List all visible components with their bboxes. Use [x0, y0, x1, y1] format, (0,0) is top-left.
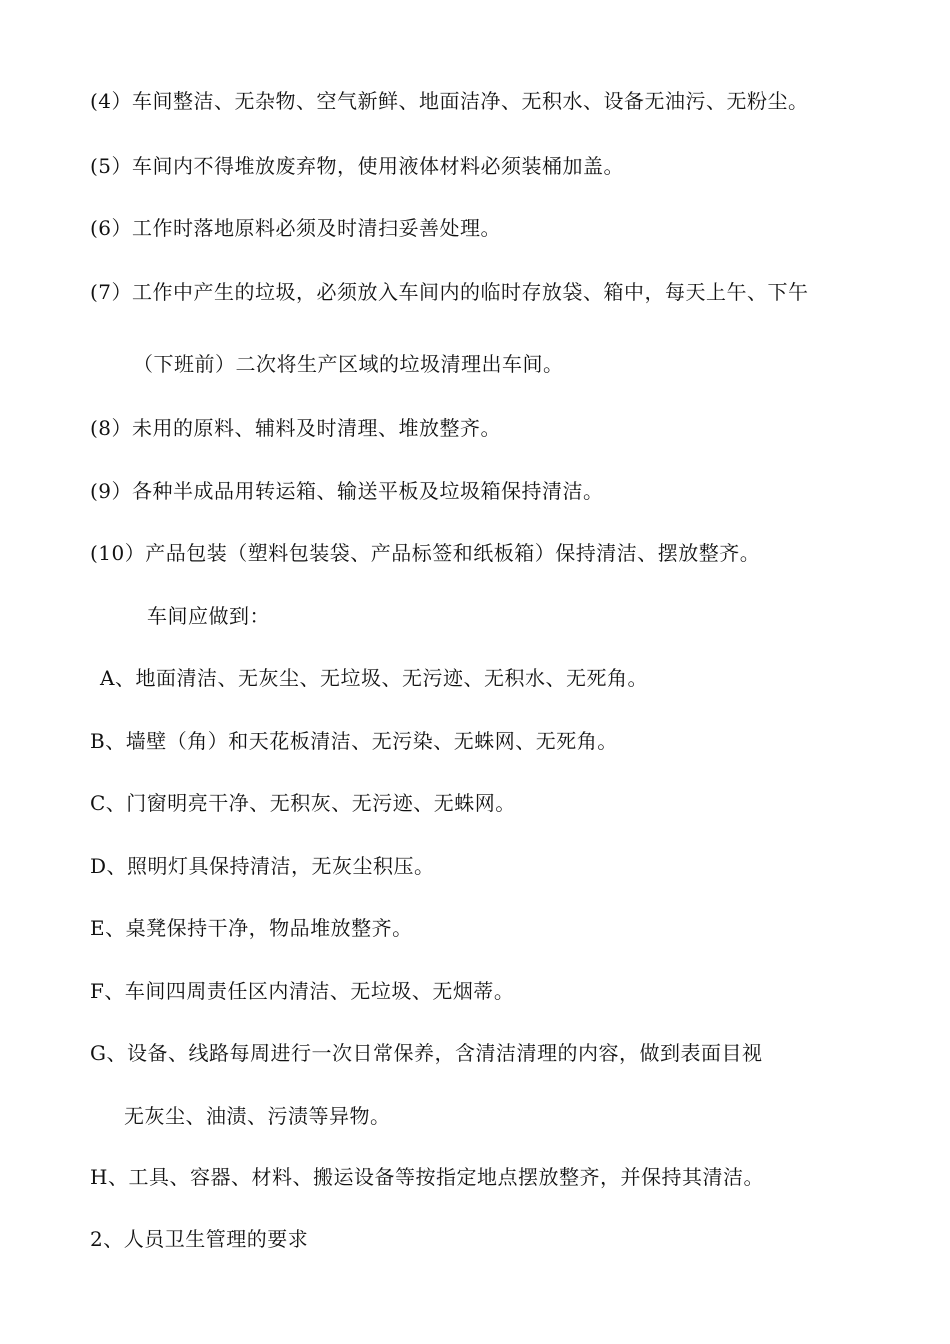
rule-item-9: (9）各种半成品用转运箱、输送平板及垃圾箱保持清洁。	[90, 479, 604, 503]
rule-item-10: (10）产品包装（塑料包装袋、产品标签和纸板箱）保持清洁、摆放整齐。	[90, 541, 761, 565]
workshop-item-h: H、工具、容器、材料、搬运设备等按指定地点摆放整齐，并保持其清洁。	[90, 1165, 764, 1189]
workshop-item-e: E、桌凳保持干净，物品堆放整齐。	[90, 916, 413, 940]
rule-item-4: (4）车间整洁、无杂物、空气新鲜、地面洁净、无积水、设备无油污、无粉尘。	[90, 89, 809, 113]
section-heading-personnel-hygiene: 2、人员卫生管理的要求	[90, 1227, 309, 1251]
workshop-item-d: D、照明灯具保持清洁，无灰尘积压。	[90, 854, 435, 878]
workshop-item-g: G、设备、线路每周进行一次日常保养，含清洁清理的内容，做到表面目视	[90, 1041, 763, 1065]
rule-item-5: (5）车间内不得堆放废弃物，使用液体材料必须装桶加盖。	[90, 154, 625, 178]
workshop-item-c: C、门窗明亮干净、无积灰、无污迹、无蛛网。	[90, 791, 516, 815]
rule-item-6: (6）工作时落地原料必须及时清扫妥善处理。	[90, 216, 502, 240]
rule-item-7-continuation: （下班前）二次将生产区域的垃圾清理出车间。	[133, 352, 564, 376]
workshop-heading: 车间应做到：	[147, 604, 270, 628]
workshop-item-g-continuation: 无灰尘、油渍、污渍等异物。	[124, 1104, 391, 1128]
rule-item-7: (7）工作中产生的垃圾，必须放入车间内的临时存放袋、箱中，每天上午、下午	[90, 280, 809, 304]
rule-item-8: (8）未用的原料、辅料及时清理、堆放整齐。	[90, 416, 502, 440]
workshop-item-a: A、地面清洁、无灰尘、无垃圾、无污迹、无积水、无死角。	[100, 666, 648, 690]
workshop-item-b: B、墙壁（角）和天花板清洁、无污染、无蛛网、无死角。	[90, 729, 618, 753]
workshop-item-f: F、车间四周责任区内清洁、无垃圾、无烟蒂。	[90, 979, 515, 1003]
